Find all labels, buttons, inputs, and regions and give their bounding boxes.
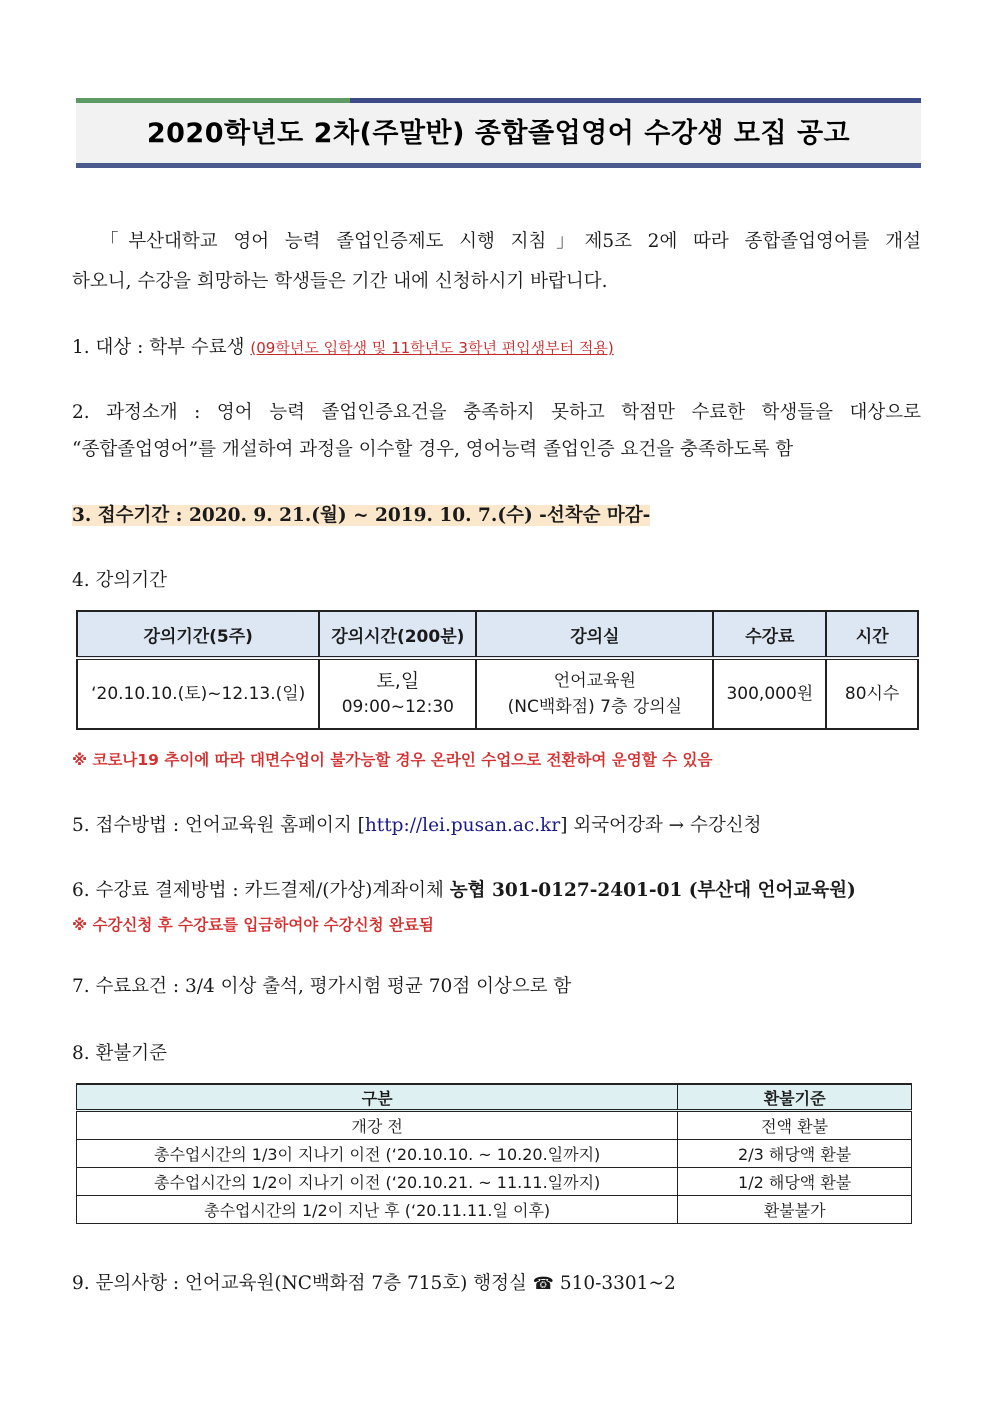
table-row	[77, 1168, 912, 1196]
item-completion-requirements: 7. 수료요건 : 3/4 이상 출석, 평가시험 평균 70점 이상으로 함	[72, 976, 572, 997]
item-payment-method	[72, 871, 932, 911]
title-accent-blue	[350, 98, 921, 103]
table-row	[77, 1111, 912, 1140]
payment-account: 농협 301-0127-2401-01 (부산대 언어교육원)	[449, 880, 856, 901]
payment-method-prefix: 6. 수강료 결제방법 : 카드결제/(가상)계좌이체	[72, 880, 444, 901]
item-inquiry	[72, 1264, 921, 1304]
header-category: 구분	[77, 1084, 678, 1111]
table-row	[77, 1140, 912, 1168]
lecture-table-header	[77, 611, 918, 658]
application-method-prefix: 5. 접수방법 : 언어교육원 홈페이지 [	[72, 815, 365, 836]
cell-period: ‘20.10.10.(토)~12.13.(일)	[77, 658, 319, 729]
item-lecture-period-label: 4. 강의기간	[72, 570, 168, 591]
item-refund-label: 8. 환불기준	[72, 1043, 168, 1064]
item-target	[72, 328, 921, 368]
cell-days: 토,일	[376, 670, 420, 692]
cell-room-line-1: 언어교육원	[553, 671, 636, 691]
application-period-highlight: 3. 접수기간 : 2020. 9. 21.(월) ~ 2019. 10. 7.(수) -선착순 마감-	[72, 505, 651, 526]
header-room: 강의실	[476, 611, 713, 658]
lecture-table	[76, 610, 919, 730]
cell-total-hours: 80시수	[826, 658, 918, 729]
refund-category: 개강 전	[77, 1111, 678, 1140]
table-row	[77, 1196, 912, 1224]
cell-time	[319, 658, 476, 729]
header-time: 강의시간(200분)	[319, 611, 476, 658]
refund-category: 총수업시간의 1/2이 지난 후 (‘20.11.11.일 이후)	[77, 1196, 678, 1224]
intro-line-1: 「부산대학교 영어 능력 졸업인증제도 시행 지침」제5조 2에 따라 종합졸업영어를 개설	[100, 231, 921, 252]
table-row	[77, 658, 918, 729]
header-period: 강의기간(5주)	[77, 611, 319, 658]
item-target-note: (09학년도 입학생 및 11학년도 3학년 편입생부터 적용)	[250, 339, 614, 357]
homepage-link[interactable]: http://lei.pusan.ac.kr	[364, 815, 561, 836]
refund-category: 총수업시간의 1/3이 지나기 이전 (‘20.10.10. ~ 10.20.일까지)	[77, 1140, 678, 1168]
refund-category: 총수업시간의 1/2이 지나기 이전 (‘20.10.21. ~ 11.11.일까지)	[77, 1168, 678, 1196]
refund-table	[76, 1083, 912, 1224]
payment-note: ※ 수강신청 후 수강료를 입금하여야 수강신청 완료됨	[72, 916, 434, 934]
refund-amount: 2/3 해당액 환불	[678, 1140, 912, 1168]
inquiry-prefix: 9. 문의사항 : 언어교육원(NC백화점 7층 715호) 행정실	[72, 1273, 527, 1294]
item-course-intro-line-2: “종합졸업영어”를 개설하여 과정을 이수할 경우, 영어능력 졸업인증 요건을 충족하도록 함	[72, 439, 794, 460]
title-accent-green	[76, 98, 350, 103]
item-application-method	[72, 806, 921, 846]
header-hours: 시간	[826, 611, 918, 658]
page-title: 2020학년도 2차(주말반) 종합졸업영어 수강생 모집 공고	[146, 118, 851, 149]
refund-amount: 1/2 해당액 환불	[678, 1168, 912, 1196]
cell-hours: 09:00~12:30	[341, 697, 454, 717]
cell-fee: 300,000원	[713, 658, 826, 729]
phone-icon: ☎	[532, 1274, 554, 1294]
refund-amount: 전액 환불	[678, 1111, 912, 1140]
cell-room-line-2: (NC백화점) 7층 강의실	[507, 697, 683, 717]
header-refund: 환불기준	[678, 1084, 912, 1111]
inquiry-phone: 510-3301~2	[559, 1273, 676, 1294]
item-application-period	[72, 496, 650, 536]
header-fee: 수강료	[713, 611, 826, 658]
item-course-intro-line-1: 2. 과정소개 : 영어 능력 졸업인증요건을 충족하지 못하고 학점만 수료한 학생들을 대상으로	[72, 402, 921, 423]
cell-room	[476, 658, 713, 729]
covid-note: ※ 코로나19 추이에 따라 대면수업이 불가능할 경우 온라인 수업으로 전환하여 운영할 수 있음	[72, 751, 713, 769]
application-method-suffix: ] 외국어강좌 → 수강신청	[560, 815, 762, 836]
item-target-label: 1. 대상 : 학부 수료생	[72, 337, 245, 358]
refund-table-header	[77, 1084, 912, 1111]
refund-amount: 환불불가	[678, 1196, 912, 1224]
intro-line-2: 하오니, 수강을 희망하는 학생들은 기간 내에 신청하시기 바랍니다.	[72, 271, 608, 292]
